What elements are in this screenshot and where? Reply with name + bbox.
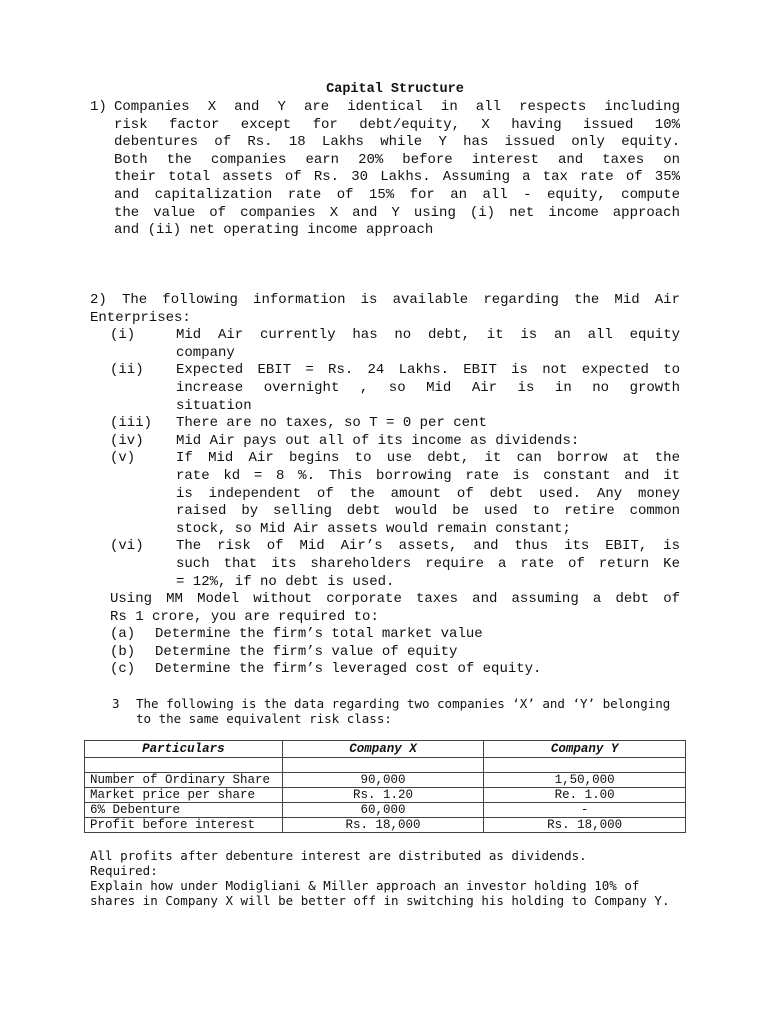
question-2 — [90, 292, 680, 679]
item-line: Expected EBIT = Rs. 24 Lakhs. EBIT is not expected to — [176, 362, 680, 379]
table-cell — [85, 758, 283, 773]
table-cell: Rs. 18,000 — [282, 818, 484, 833]
question-line: debentures of Rs. 18 Lakhs while Y has issued only equity. — [114, 134, 680, 151]
question-line: and capitalization rate of 15% for an all - equity, compute — [114, 186, 680, 203]
question-line: to the same equivalent risk class: — [136, 711, 392, 726]
table-cell: Market price per share — [85, 788, 283, 803]
list-item — [110, 433, 680, 451]
table-row — [85, 818, 686, 833]
table-row — [85, 803, 686, 818]
question-line: Companies X and Y are identical in all respects including — [114, 99, 680, 115]
question-line: the value of companies X and Y using (i) net income approach — [114, 204, 680, 221]
table-cell — [282, 758, 484, 773]
item-label: (vi) — [110, 538, 144, 555]
question-line: their total assets of Rs. 30 Lakhs. Assuming a tax rate of 35% — [114, 169, 680, 186]
item-label: (ii) — [110, 362, 144, 379]
sub-question — [110, 644, 680, 662]
item-line: company — [176, 344, 235, 361]
item-label: (i) — [110, 327, 136, 344]
item-line: = 12%, if no debt is used. — [176, 573, 395, 590]
column-header: Company X — [282, 741, 484, 758]
item-line: Mid Air currently has no debt, it is an all equity — [176, 327, 680, 344]
table-cell: Number of Ordinary Share — [85, 773, 283, 788]
sub-question — [110, 661, 680, 679]
question-intro: Enterprises: — [90, 309, 191, 326]
list-item — [110, 415, 680, 433]
question-1 — [90, 99, 680, 240]
item-line: rate kd = 8 %. This borrowing rate is constant and it — [176, 467, 680, 484]
table-cell: 6% Debenture — [85, 803, 283, 818]
table-cell: Rs. 18,000 — [484, 818, 686, 833]
question-line: and (ii) net operating income approach — [114, 222, 434, 239]
table-row — [85, 773, 686, 788]
item-line: raised by selling debt would be used to retire common — [176, 503, 680, 520]
item-line: stock, so Mid Air assets would remain constant; — [176, 520, 571, 537]
item-line: such that its shareholders require a rate of return Ke — [176, 555, 680, 572]
item-line: is independent of the amount of debt used. Any money — [176, 485, 680, 502]
question-line: risk factor except for debt/equity, X having issued 10% — [114, 116, 680, 133]
table-cell — [484, 758, 686, 773]
question-line: The following is the data regarding two companies ‘X’ and ‘Y’ belonging — [136, 696, 671, 711]
sub-question — [110, 626, 680, 644]
company-data-table — [84, 740, 686, 833]
table-cell: 60,000 — [282, 803, 484, 818]
assumption-list — [110, 327, 680, 591]
list-item — [110, 538, 680, 591]
table-cell: - — [484, 803, 686, 818]
question-3 — [112, 696, 682, 726]
sub-label: (b) — [110, 643, 136, 660]
item-line: There are no taxes, so T = 0 per cent — [176, 415, 487, 432]
question-line: Both the companies earn 20% before interest and taxes on — [114, 151, 680, 168]
item-line: situation — [176, 397, 252, 414]
footer-line: All profits after debenture interest are distributed as dividends. — [90, 848, 587, 863]
page-title: Capital Structure — [326, 82, 464, 97]
sub-label: (a) — [110, 626, 136, 643]
question-number: 3 — [112, 696, 120, 711]
requirement-line: Rs 1 crore, you are required to: — [110, 608, 379, 625]
item-line: increase overnight , so Mid Air is in no growth — [176, 379, 680, 396]
item-label: (iii) — [110, 415, 153, 432]
question-number: 1) — [90, 99, 107, 115]
table-cell: 90,000 — [282, 773, 484, 788]
table-cell: 1,50,000 — [484, 773, 686, 788]
sub-text: Determine the firm’s total market value — [155, 626, 483, 643]
sub-label: (c) — [110, 661, 136, 678]
item-line: If Mid Air begins to use debt, it can borrow at the — [176, 450, 680, 467]
table-header-row — [85, 741, 686, 758]
table-cell: Re. 1.00 — [484, 788, 686, 803]
list-item — [110, 362, 680, 415]
table-row — [85, 788, 686, 803]
footer-line: shares in Company X will be better off in switching his holding to Company Y. — [90, 893, 670, 908]
footer-text — [90, 848, 690, 908]
column-header: Particulars — [85, 741, 283, 758]
sub-text: Determine the firm’s leveraged cost of equity. — [155, 661, 542, 678]
requirement-line: Using MM Model without corporate taxes and assuming a debt of — [110, 591, 680, 608]
footer-line: Explain how under Modigliani & Miller approach an investor holding 10% of — [90, 878, 640, 893]
table-cell: Rs. 1.20 — [282, 788, 484, 803]
column-header: Company Y — [484, 741, 686, 758]
table-row-empty — [85, 758, 686, 773]
table-cell: Profit before interest — [85, 818, 283, 833]
item-label: (iv) — [110, 432, 144, 449]
item-line: Mid Air pays out all of its income as dividends: — [176, 432, 580, 449]
list-item — [110, 450, 680, 538]
footer-line: Required: — [90, 863, 158, 878]
question-intro: 2) The following information is available regarding the Mid Air — [90, 292, 680, 308]
item-line: The risk of Mid Air’s assets, and thus its EBIT, is — [176, 538, 680, 555]
list-item — [110, 327, 680, 362]
item-label: (v) — [110, 450, 136, 467]
sub-text: Determine the firm’s value of equity — [155, 643, 458, 660]
